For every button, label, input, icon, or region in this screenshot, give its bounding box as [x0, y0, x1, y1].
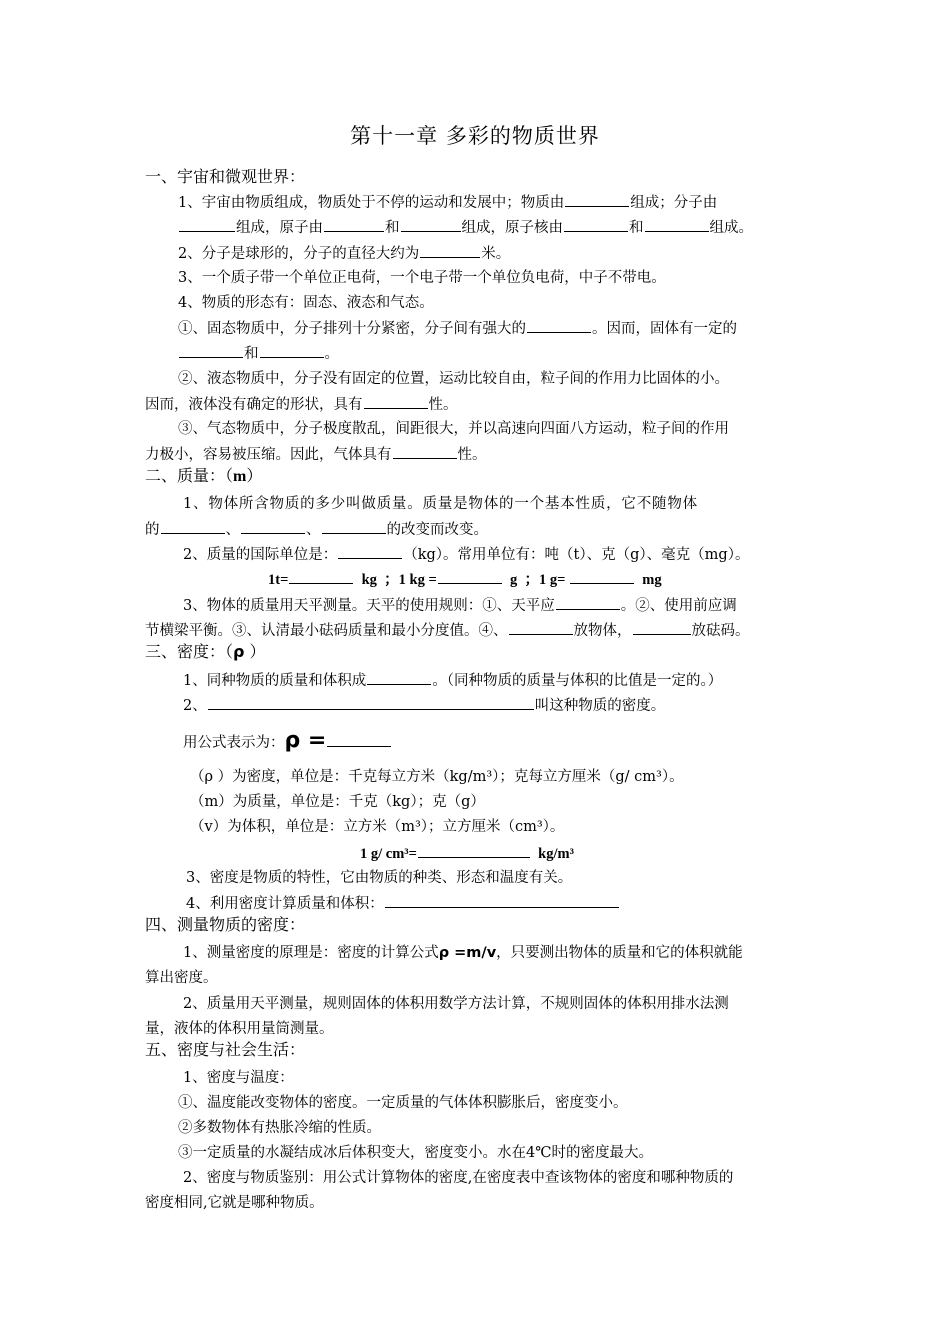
fill-blank[interactable]: [509, 620, 573, 635]
fill-blank[interactable]: [338, 544, 402, 559]
fill-blank[interactable]: [565, 192, 629, 207]
s4-para-1-line-1: 1、测量密度的原理是：密度的计算公式ρ =m/v，只要测出物体的质量和它的体积就能: [183, 945, 743, 961]
s3-m-definition: （m）为质量，单位是：千克（kg）；克（g）: [190, 794, 485, 810]
s1-para-6-line-1: ②、液态物质中，分子没有固定的位置，运动比较自由，粒子间的作用力比固体的小。: [178, 371, 729, 387]
fill-blank[interactable]: [527, 318, 591, 333]
fill-blank[interactable]: [556, 595, 620, 610]
page-title: 第十一章 多彩的物质世界: [350, 124, 600, 148]
s5-para-1b: ②多数物体有热胀冷缩的性质。: [178, 1120, 381, 1136]
s1-para-2: 2、分子是球形的，分子的直径大约为 米。: [178, 243, 510, 264]
fill-blank[interactable]: [438, 569, 502, 584]
fill-blank[interactable]: [418, 843, 530, 858]
s4-para-2-line-2: 量，液体的体积用量筒测量。: [145, 1021, 334, 1037]
fill-blank[interactable]: [645, 217, 709, 232]
s3-para-3: 3、密度是物质的特性，它由物质的种类、形态和温度有关。: [186, 870, 573, 886]
section-2-heading: 二、质量：（m）: [145, 466, 263, 485]
s1-para-1-line-2: 组成，原子由 和 组成，原子核由 和 组成。: [178, 217, 753, 238]
s3-formula: 用公式表示为：ρ =: [183, 728, 392, 756]
s3-v-definition: （v）为体积，单位是：立方米（m³）；立方厘米（cm³）。: [190, 819, 565, 835]
s2-para-1-line-2: 的 、 、 的改变而改变。: [145, 519, 488, 540]
s1-para-6-line-2: 因而，液体没有确定的形状，具有 性。: [145, 394, 458, 415]
s2-para-2: 2、质量的国际单位是： （kg）。常用单位有：吨（t）、克（g）、毫克（mg）。: [183, 544, 749, 565]
fill-blank[interactable]: [570, 569, 634, 584]
s1-para-1-line-1: 1、宇宙由物质组成，物质处于不停的运动和发展中；物质由 组成；分子由: [178, 192, 717, 213]
s5-para-2-line-1: 2、密度与物质鉴别：用公式计算物体的密度,在密度表中查该物体的密度和哪种物质的: [183, 1170, 734, 1186]
fill-blank[interactable]: [393, 444, 457, 459]
fill-blank[interactable]: [564, 217, 628, 232]
s5-para-1c: ③一定质量的水凝结成冰后体积变大，密度变小。水在4℃时的密度最大。: [178, 1145, 653, 1161]
fill-blank[interactable]: [324, 217, 384, 232]
fill-blank[interactable]: [241, 519, 305, 534]
s1-para-3: 3、一个质子带一个单位正电荷，一个电子带一个单位负电荷，中子不带电。: [178, 270, 666, 286]
s1-para-7-line-2: 力极小，容易被压缩。因此，气体具有 性。: [145, 444, 487, 465]
fill-blank[interactable]: [401, 217, 461, 232]
fill-blank[interactable]: [364, 394, 428, 409]
s3-para-2: 2、 叫这种物质的密度。: [183, 695, 665, 716]
fill-blank[interactable]: [260, 343, 324, 358]
section-5-heading: 五、密度与社会生活：: [145, 1040, 306, 1059]
s3-para-1: 1、同种物质的质量和体积成 。（同种物质的质量与体积的比值是一定的。）: [183, 670, 722, 691]
fill-blank[interactable]: [289, 569, 353, 584]
s3-unit-conversion: 1 g/ cm³= kg/m³: [360, 843, 574, 864]
s3-rho-definition: （ρ ）为密度，单位是：千克每立方米（kg/m³）；克每立方厘米（g/ cm³）。: [190, 769, 684, 785]
section-1-heading: 一、宇宙和微观世界：: [145, 167, 306, 186]
s5-para-2-line-2: 密度相同,它就是哪种物质。: [145, 1195, 324, 1211]
fill-blank[interactable]: [179, 343, 243, 358]
fill-blank[interactable]: [327, 728, 391, 747]
s2-unit-conversions: 1t= kg ；1 kg = g ；1 g= mg: [268, 569, 662, 590]
fill-blank[interactable]: [322, 519, 386, 534]
section-3-heading: 三、密度：（ρ ）: [145, 642, 266, 661]
s5-para-1a: ①、温度能改变物体的密度。一定质量的气体体积膨胀后，密度变小。: [178, 1095, 628, 1111]
s4-para-1-line-2: 算出密度。: [145, 970, 218, 986]
s2-para-3-line-2: 节横梁平衡。③、认清最小砝码质量和最小分度值。④、 放物体， 放砝码。: [145, 620, 750, 641]
s4-para-2-line-1: 2、质量用天平测量，规则固体的体积用数学方法计算，不规则固体的体积用排水法测: [183, 996, 729, 1012]
fill-blank[interactable]: [385, 893, 619, 908]
s1-para-7-line-1: ③、气态物质中，分子极度散乱，间距很大，并以高速向四面八方运动，粒子间的作用: [178, 421, 729, 437]
s2-para-3-line-1: 3、物体的质量用天平测量。天平的使用规则：①、天平应 。②、使用前应调: [183, 595, 737, 616]
s1-para-5-line-2: 和 。: [178, 343, 339, 364]
s2-para-1-line-1: 1、物体所含物质的多少叫做质量。质量是物体的一个基本性质，它不随物体: [183, 496, 698, 512]
s5-para-1: 1、密度与温度：: [183, 1070, 294, 1086]
s3-para-4: 4、利用密度计算质量和体积：: [186, 893, 620, 914]
fill-blank[interactable]: [367, 670, 431, 685]
fill-blank[interactable]: [420, 243, 480, 258]
fill-blank[interactable]: [633, 620, 691, 635]
fill-blank[interactable]: [208, 695, 534, 710]
s1-para-5-line-1: ①、固态物质中，分子排列十分紧密，分子间有强大的 。因而，固体有一定的: [178, 318, 737, 339]
fill-blank[interactable]: [179, 217, 235, 232]
s1-para-4: 4、物质的形态有：固态、液态和气态。: [178, 295, 434, 311]
section-4-heading: 四、测量物质的密度：: [145, 915, 306, 934]
fill-blank[interactable]: [161, 519, 225, 534]
